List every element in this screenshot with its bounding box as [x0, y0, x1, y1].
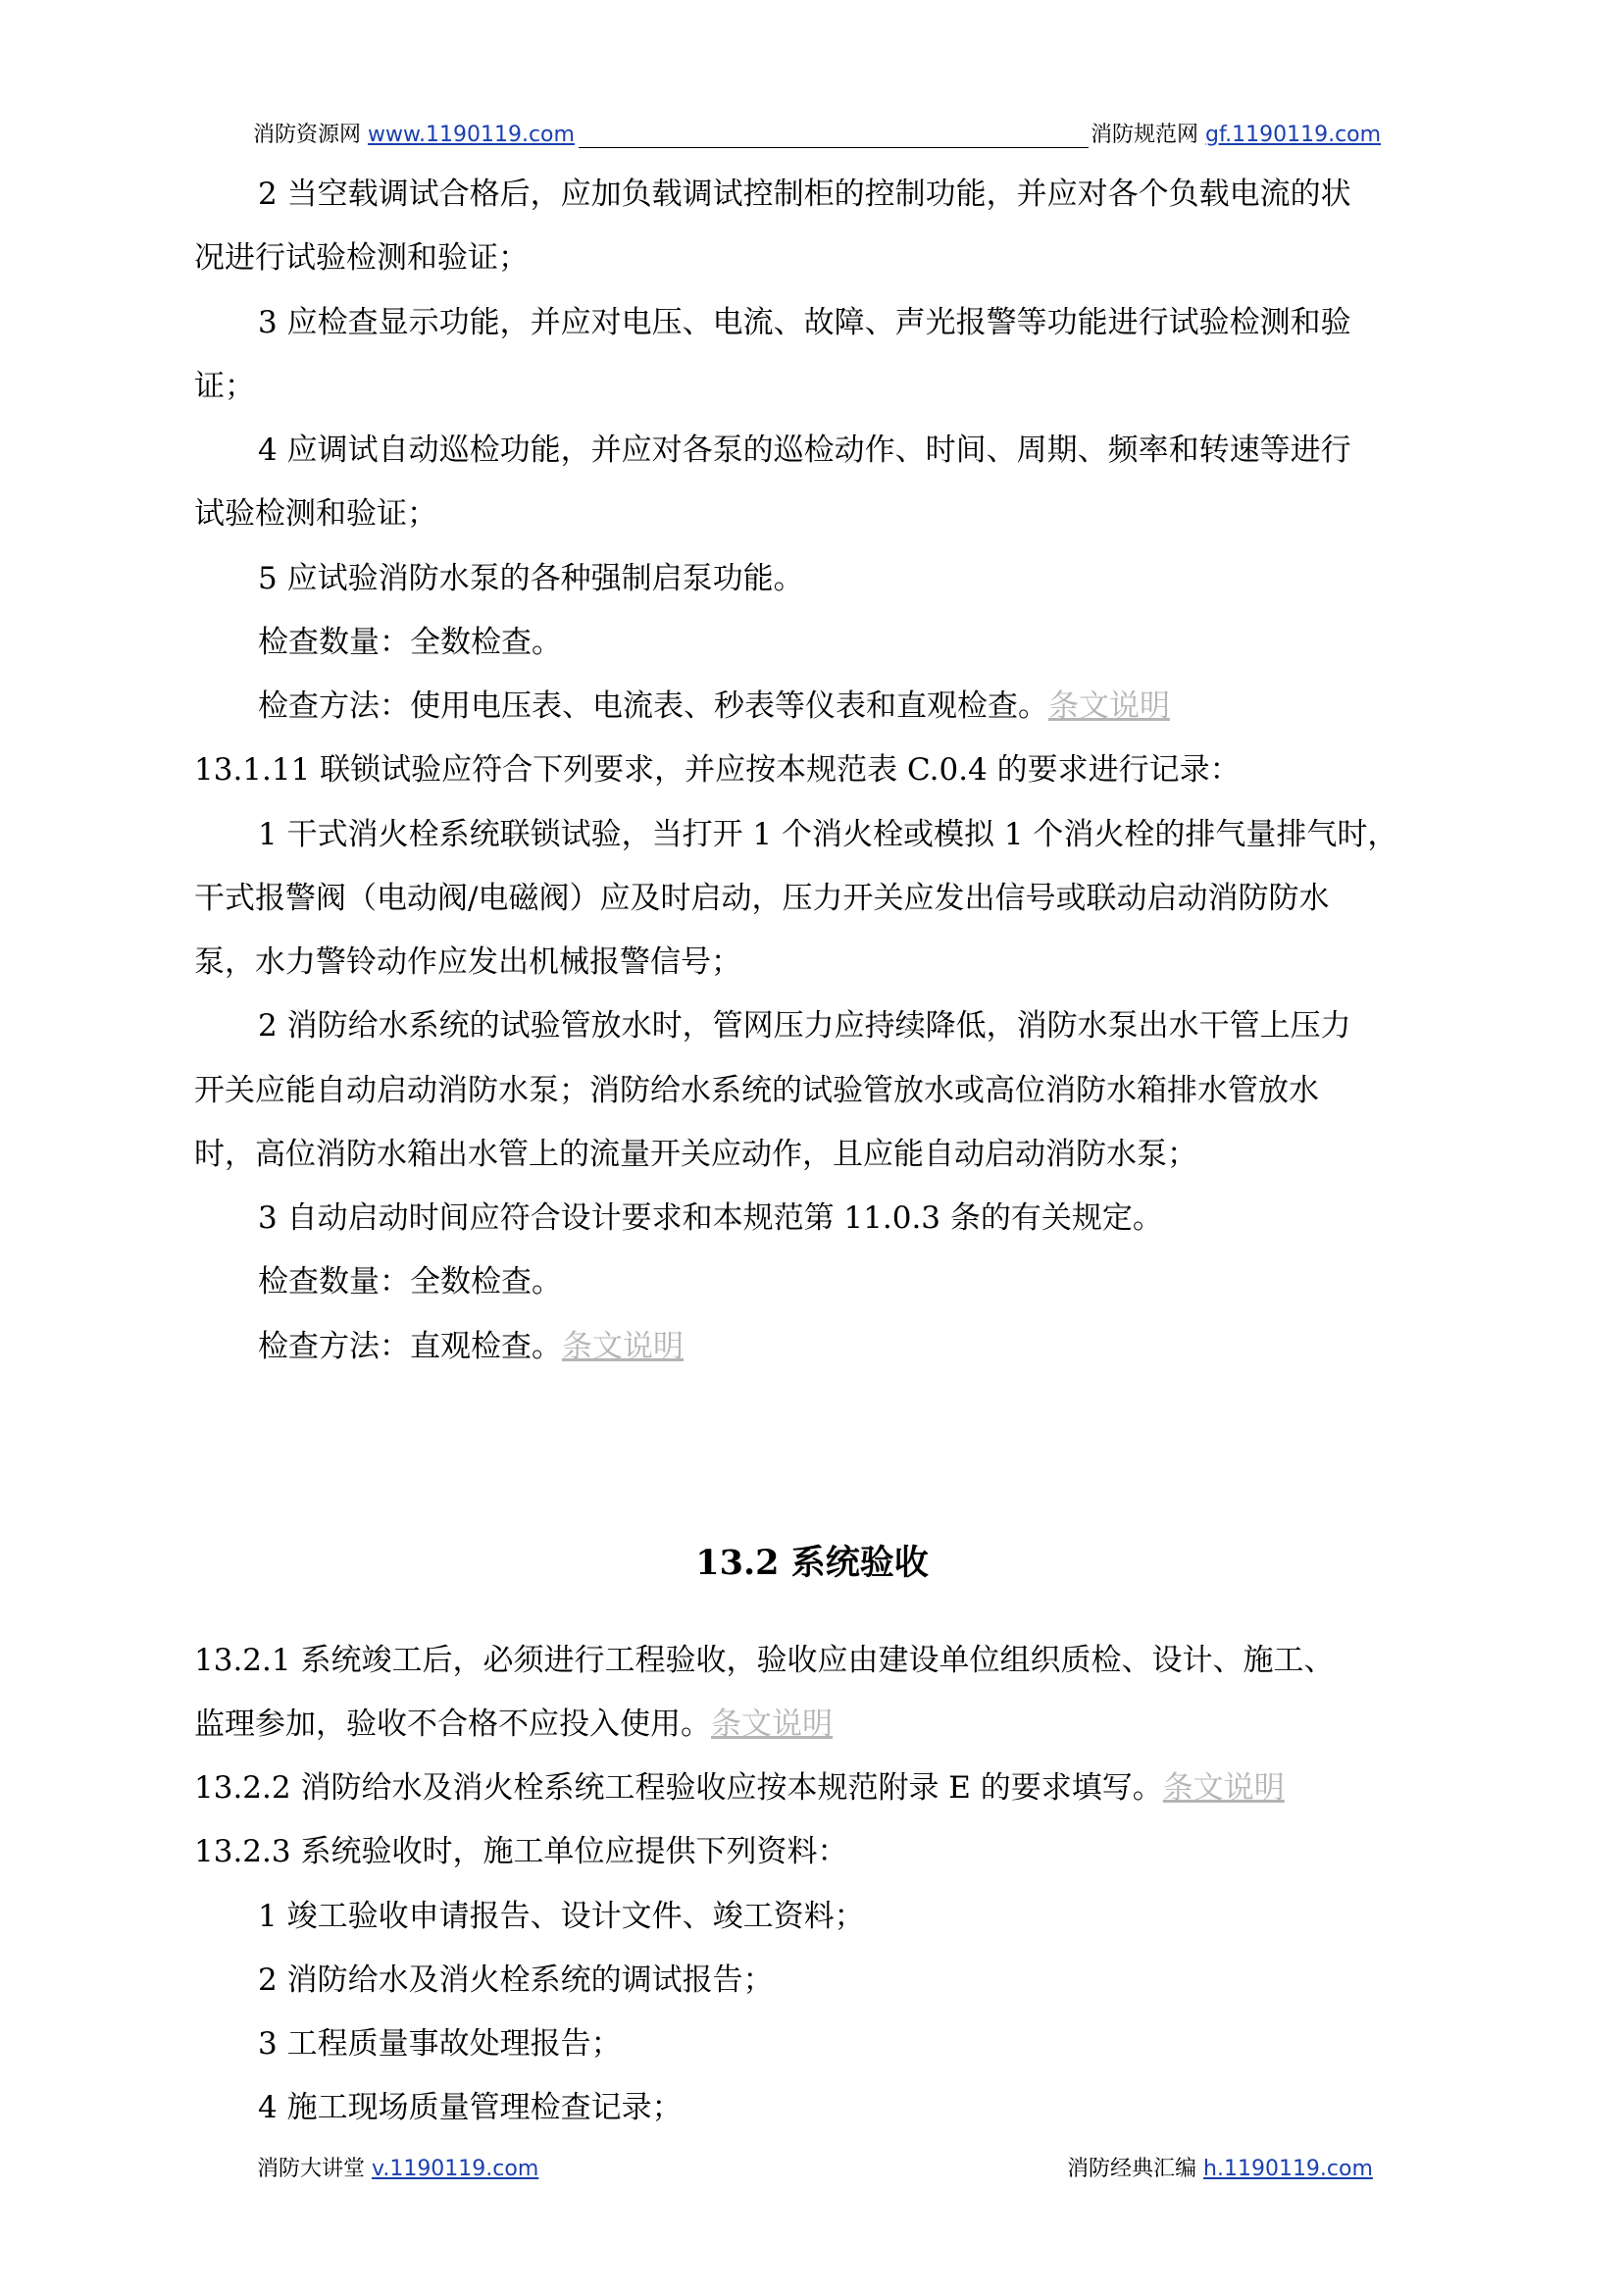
text-line: 证； — [194, 369, 255, 404]
text-line: 时，高位消防水箱出水管上的流量开关应动作，且应能自动启动消防水泵； — [194, 1137, 1197, 1172]
text-line: 4 施工现场质量管理检查记录； — [258, 2090, 683, 2125]
text-line: 1 竣工验收申请报告、设计文件、竣工资料； — [258, 1899, 865, 1934]
text-line-with-note — [194, 1705, 833, 1744]
clause-title: 13.2.1 系统竣工后，必须进行工程验收，验收应由建设单位组织质检、设计、施工、 — [194, 1643, 1335, 1678]
footer-right-label: 消防经典汇编 — [1067, 2157, 1197, 2181]
text-line: 4 应调试自动巡检功能，并应对各泵的巡检动作、时间、周期、频率和转速等进行 — [258, 433, 1351, 468]
text-line: 干式报警阀（电动阀/电磁阀）应及时启动，压力开关应发出信号或联动启动消防防水 — [194, 881, 1330, 916]
text-line: 2 当空载调试合格后，应加负载调试控制柜的控制功能，并应对各个负载电流的状 — [258, 177, 1351, 212]
text-line-with-note — [258, 687, 1170, 726]
footer-right — [1067, 2156, 1373, 2183]
clause-title-with-note — [194, 1768, 1285, 1808]
text-line: 2 消防给水及消火栓系统的调试报告； — [258, 1963, 774, 1998]
header-right — [1091, 122, 1381, 149]
header-left — [253, 122, 575, 149]
text-line-with-note — [258, 1327, 684, 1366]
footer-right-link[interactable]: h.1190119.com — [1203, 2157, 1373, 2181]
text-line: 泵，水力警铃动作应发出机械报警信号； — [194, 944, 741, 980]
text-line: 检查方法：直观检查。 — [258, 1329, 562, 1364]
header-rule — [579, 147, 1089, 148]
header-right-label: 消防规范网 — [1091, 123, 1199, 147]
clause-note-link[interactable]: 条文说明 — [1162, 1770, 1285, 1806]
text-line: 1 干式消火栓系统联锁试验，当打开 1 个消火栓或模拟 1 个消火栓的排气量排气时， — [258, 817, 1398, 852]
header-left-link[interactable]: www.1190119.com — [368, 123, 575, 147]
footer-left-link[interactable]: v.1190119.com — [372, 2157, 539, 2181]
footer-left — [257, 2156, 538, 2183]
clause-note-link[interactable]: 条文说明 — [562, 1329, 684, 1364]
clause-title: 13.2.2 消防给水及消火栓系统工程验收应按本规范附录 E 的要求填写。 — [194, 1770, 1163, 1806]
header-left-label: 消防资源网 — [253, 123, 362, 147]
text-line: 2 消防给水系统的试验管放水时，管网压力应持续降低，消防水泵出水干管上压力 — [258, 1008, 1351, 1044]
text-line: 开关应能自动启动消防水泵；消防给水系统的试验管放水或高位消防水箱排水管放水 — [194, 1073, 1319, 1108]
text-line: 检查方法：使用电压表、电流表、秒表等仪表和直观检查。 — [258, 688, 1048, 724]
text-line: 检查数量：全数检查。 — [258, 625, 562, 660]
text-line: 3 自动启动时间应符合设计要求和本规范第 11.0.3 条的有关规定。 — [258, 1200, 1163, 1236]
clause-title: 13.1.11 联锁试验应符合下列要求，并应按本规范表 C.0.4 的要求进行记录： — [194, 752, 1241, 788]
text-line: 5 应试验消防水泵的各种强制启泵功能。 — [258, 561, 804, 596]
text-line: 监理参加，验收不合格不应投入使用。 — [194, 1707, 711, 1742]
text-line: 况进行试验检测和验证； — [194, 240, 529, 276]
text-line: 试验检测和验证； — [194, 496, 437, 532]
header-right-link[interactable]: gf.1190119.com — [1205, 123, 1382, 147]
clause-note-link[interactable]: 条文说明 — [1048, 688, 1170, 724]
clause-title: 13.2.3 系统验收时，施工单位应提供下列资料： — [194, 1834, 848, 1869]
text-line: 3 应检查显示功能，并应对电压、电流、故障、声光报警等功能进行试验检测和验 — [258, 305, 1351, 340]
text-line: 检查数量：全数检查。 — [258, 1264, 562, 1300]
section-heading: 13.2 系统验收 — [695, 1543, 929, 1583]
footer-left-label: 消防大讲堂 — [257, 2157, 366, 2181]
clause-note-link[interactable]: 条文说明 — [711, 1707, 833, 1742]
text-line: 3 工程质量事故处理报告； — [258, 2026, 622, 2062]
